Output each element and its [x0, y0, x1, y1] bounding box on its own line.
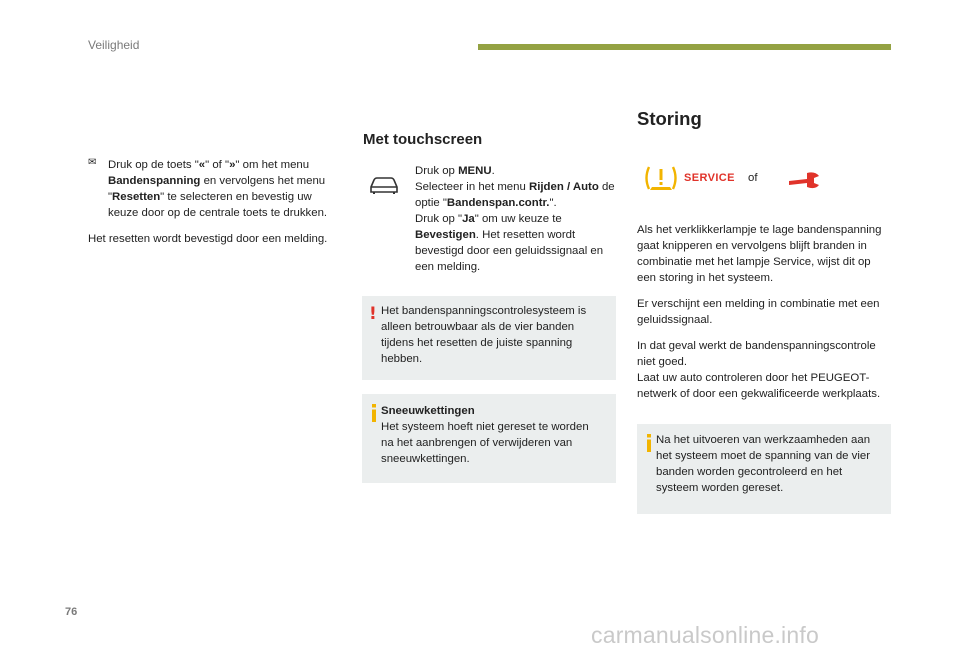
step-text: . Het resetten wordt bevestigd door een geluidssignaal en een melding.	[415, 229, 604, 273]
tyre-pressure-warning-icon	[643, 163, 679, 193]
step-text: " of "	[205, 159, 230, 171]
step-text: Druk op de toets "	[108, 159, 199, 171]
page-number: 76	[65, 606, 78, 618]
option-name: Bandenspan.contr.	[446, 197, 550, 209]
bullet-marker: ✉	[88, 157, 97, 168]
reset-step	[108, 157, 343, 221]
or-word: of	[748, 172, 758, 184]
touchscreen-car-icon	[368, 175, 400, 195]
wrench-icon	[785, 166, 823, 190]
step-text: de optie "	[415, 181, 615, 209]
info-icon	[644, 434, 654, 452]
prev-key-glyph: «	[198, 159, 206, 171]
yes-label: Ja	[462, 213, 475, 225]
step-text: " om uw keuze te	[474, 213, 562, 225]
info-title: Sneeuwkettingen	[381, 405, 475, 417]
touchscreen-heading: Met touchscreen	[363, 131, 483, 148]
confirm-label: Bevestigen	[415, 229, 476, 241]
snow-chains-info-box	[362, 394, 616, 483]
info-text: Het systeem hoeft niet gereset te worden na het aanbrengen of verwijderen van sneeuwkettingen.	[381, 421, 589, 465]
service-label: SERVICE	[684, 172, 735, 184]
step-text: " om het menu	[235, 159, 310, 171]
step-text: Selecteer in het menu	[415, 181, 529, 193]
next-key-glyph: »	[229, 159, 236, 171]
menu-key: MENU	[458, 165, 492, 177]
fault-text: In dat geval werkt de bandenspanningscontrole niet goed.	[637, 340, 876, 368]
step-text: .	[491, 165, 495, 177]
menu-path: Rijden / Auto	[528, 181, 599, 193]
fault-heading: Storing	[637, 108, 702, 129]
step-text: Druk op "	[415, 213, 463, 225]
watermark: carmanualsonline.info	[591, 622, 819, 648]
fault-paragraph-2: Er verschijnt een melding in combinatie met een geluidssignaal.	[637, 298, 880, 326]
confirm-text: Het resetten wordt bevestigd door een melding.	[88, 233, 328, 245]
warning-box	[362, 296, 616, 380]
section-title: Veiligheid	[88, 38, 140, 52]
step-text: ".	[549, 197, 557, 209]
menu-name: Bandenspanning	[108, 175, 201, 187]
step-text: " te selecteren en bevestig uw keuze door op de centrale toets te drukken.	[108, 191, 328, 219]
step-text: Druk op	[415, 165, 459, 177]
warning-exclamation-icon: !	[369, 304, 377, 324]
fault-paragraph-3	[637, 338, 891, 402]
info-content	[381, 403, 603, 467]
touchscreen-steps	[415, 163, 615, 275]
maintenance-text: Na het uitvoeren van werkzaamheden aan het systeem moet de spanning van de vier banden worden gecontroleerd en het systeem worden gereset.	[656, 434, 871, 494]
header-rule	[478, 44, 891, 50]
step-text: en vervolgens het menu "	[108, 175, 326, 203]
fault-paragraph-1: Als het verklikkerlampje te lage bandenspanning gaat knipperen en vervolgens blijft branden in combinatie met het lampje Service, wijst dit op een storing in het systeem.	[637, 224, 882, 284]
info-icon	[369, 404, 379, 422]
menu-item-name: Resetten	[112, 191, 161, 203]
warning-text: Het bandenspanningscontrolesysteem is alleen betrouwbaar als de vier banden tijdens het resetten de juiste spanning hebben.	[381, 305, 587, 365]
fault-text: Laat uw auto controleren door het PEUGEOT-netwerk of door een gekwalificeerde werkplaats.	[637, 372, 881, 400]
maintenance-info-box	[637, 424, 891, 514]
